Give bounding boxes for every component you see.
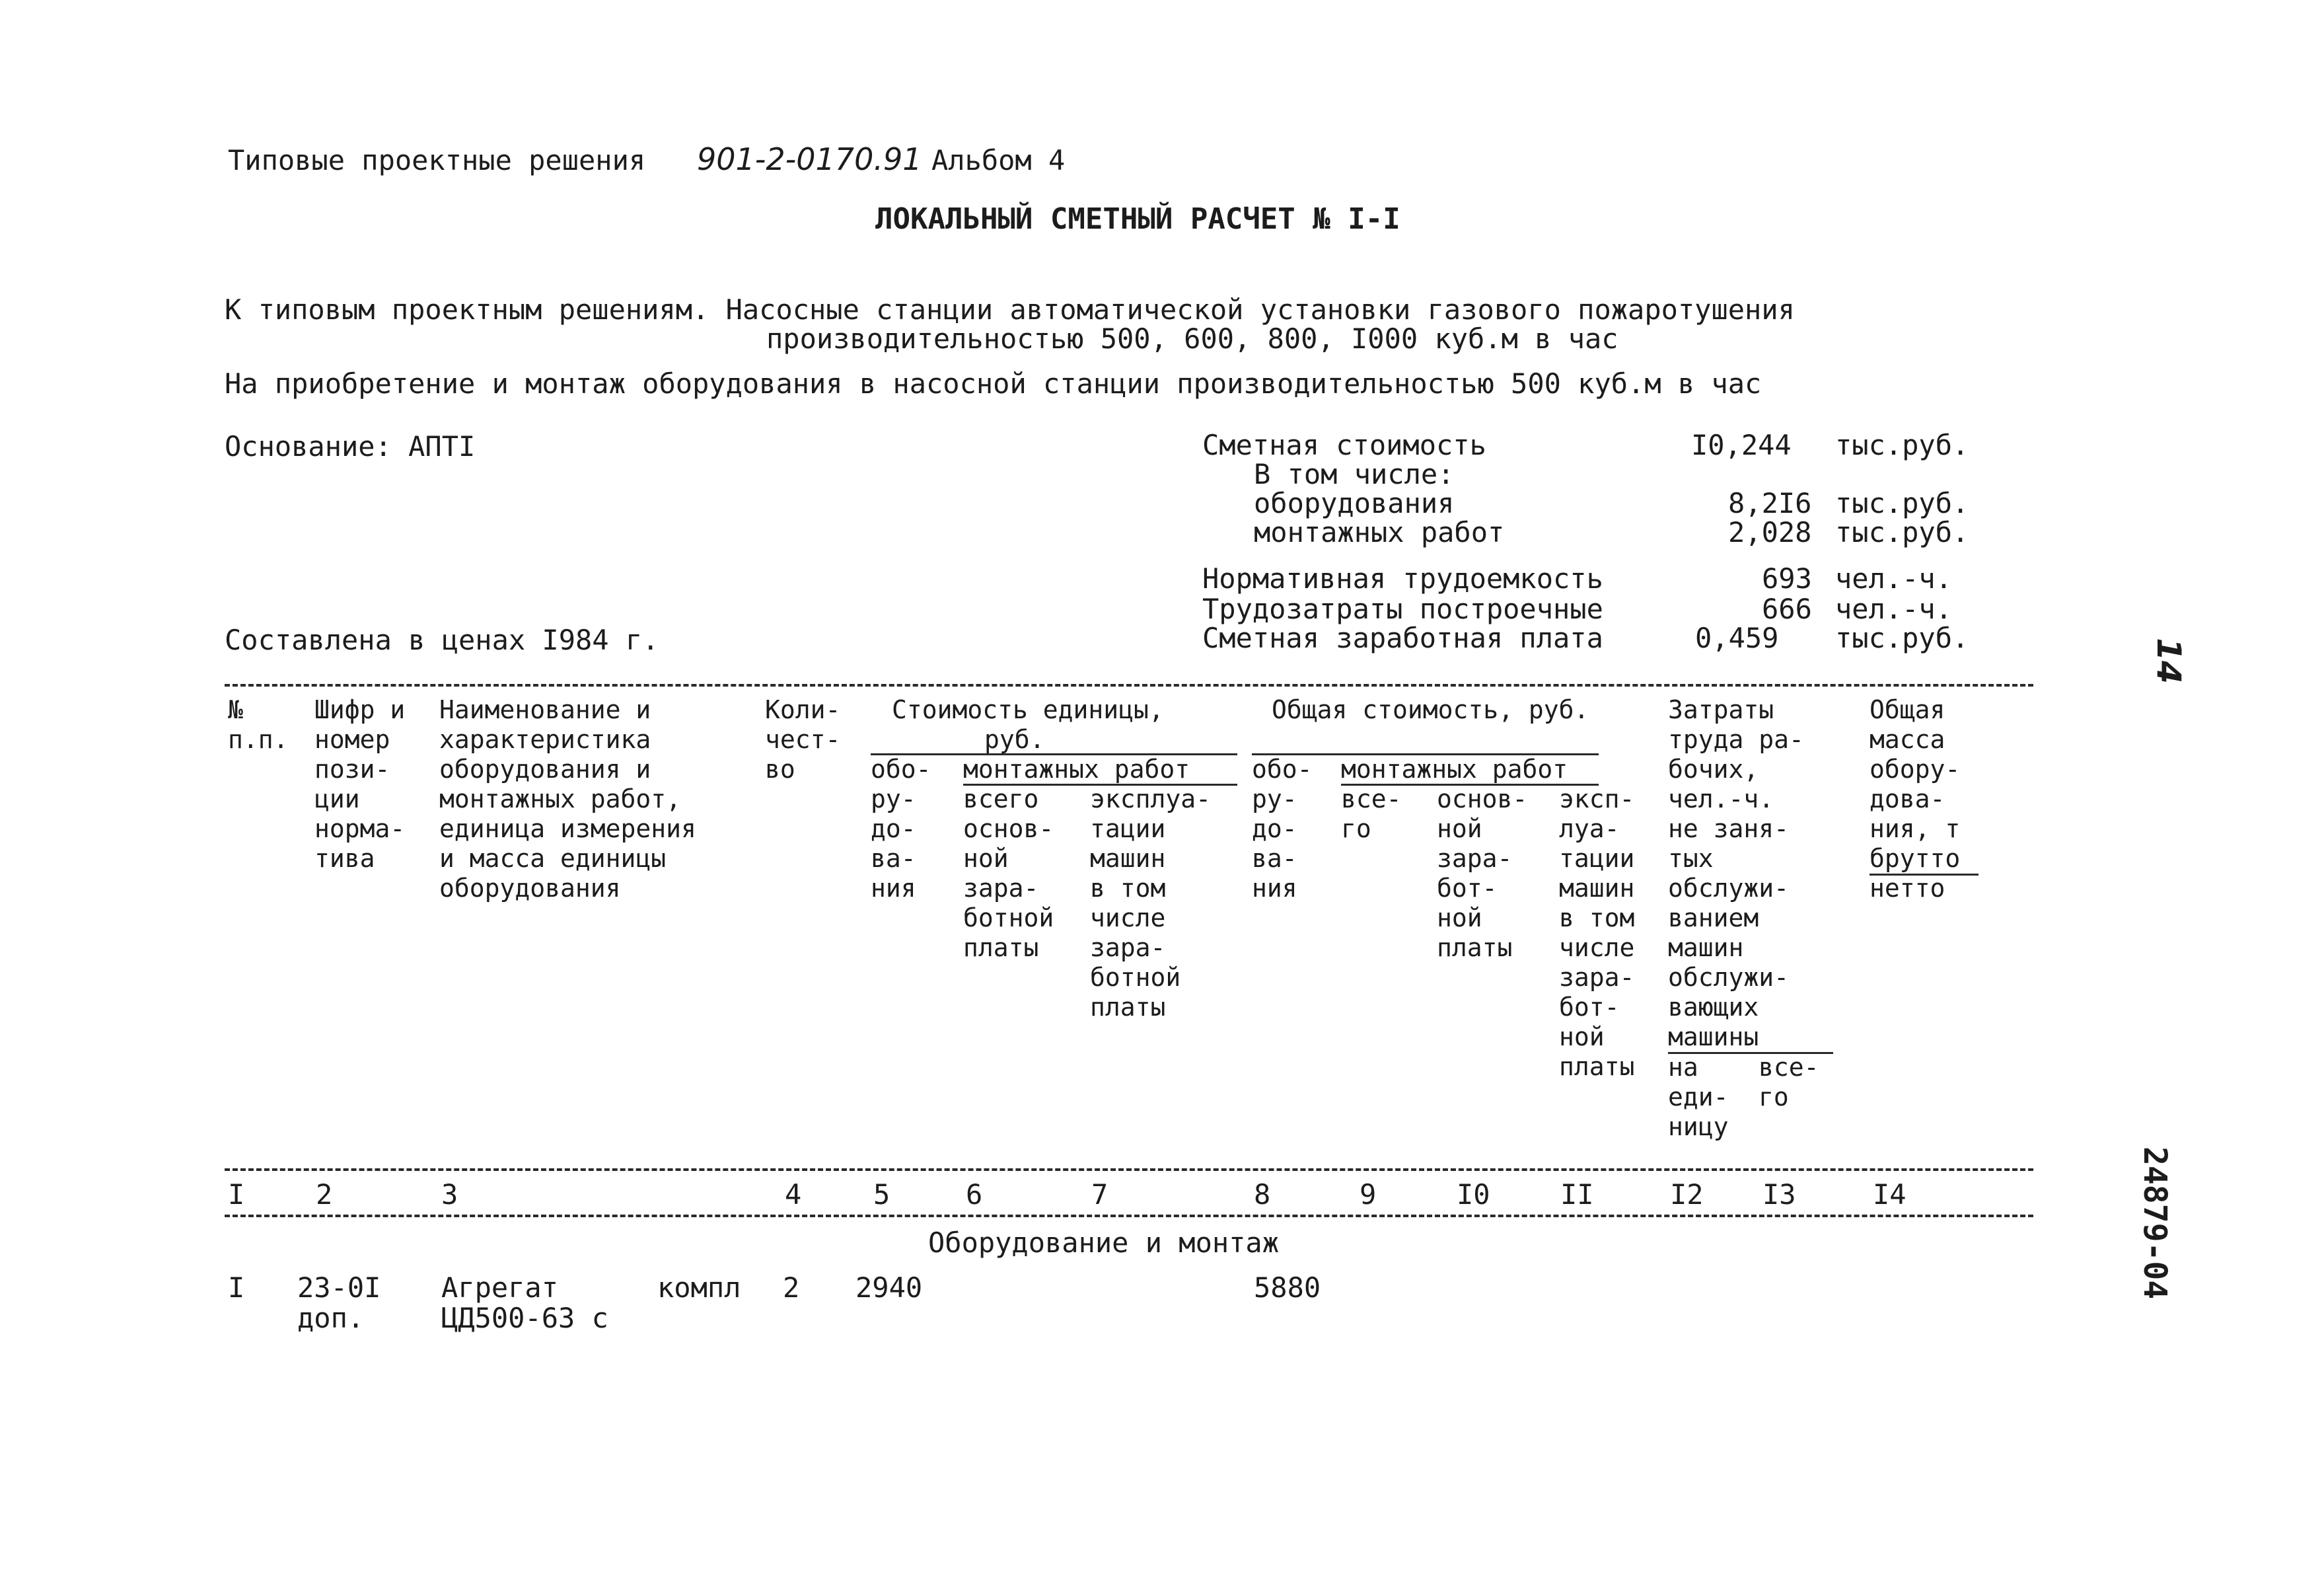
labor-norm-unit: чел.-ч. bbox=[1835, 562, 1953, 595]
series-label: Типовые проектные решения bbox=[228, 144, 646, 176]
wages-value: 0,459 bbox=[1695, 622, 1779, 654]
column-numbers-bottom-rule bbox=[225, 1215, 2033, 1217]
column-number-4: 4 bbox=[785, 1178, 802, 1211]
including-label: В том числе: bbox=[1254, 458, 1455, 490]
labor-site-unit: чел.-ч. bbox=[1835, 593, 1953, 625]
estimated-cost-unit: тыс.руб. bbox=[1835, 429, 1969, 461]
table-top-rule bbox=[225, 684, 2033, 687]
column-number-8: 8 bbox=[1254, 1178, 1271, 1211]
row-number: I bbox=[228, 1271, 245, 1304]
header-bottom-rule bbox=[225, 1168, 2033, 1171]
column-number-14: I4 bbox=[1873, 1178, 1906, 1211]
header-total-cost: Общая стоимость, руб. bbox=[1272, 695, 1589, 724]
row-total-equipment-cost: 5880 bbox=[1254, 1271, 1321, 1304]
header-col-9-all: все- го bbox=[1341, 784, 1402, 843]
column-number-5: 5 bbox=[873, 1178, 890, 1211]
header-col-6-total: всего основ- ной зара- ботной платы bbox=[963, 784, 1054, 962]
header-col-number: № п.п. bbox=[228, 695, 289, 754]
header-col-12-per-unit: на еди- ницу bbox=[1668, 1053, 1729, 1141]
wages-unit: тыс.руб. bbox=[1835, 622, 1969, 654]
header-unit-cost: Стоимость единицы, bbox=[892, 695, 1164, 724]
header-unit-cost-rub: руб. bbox=[984, 725, 1045, 754]
row-code: 23-0I доп. bbox=[297, 1271, 381, 1334]
column-number-7: 7 bbox=[1091, 1178, 1108, 1211]
labor-site-label: Трудозатраты построечные bbox=[1202, 593, 1603, 625]
archive-stamp: 24879-04 bbox=[2136, 1147, 2173, 1300]
row-name: Агрегат ЦД500-63 с bbox=[441, 1271, 608, 1334]
column-number-9: 9 bbox=[1360, 1178, 1377, 1211]
column-number-6: 6 bbox=[966, 1178, 983, 1211]
header-col-11-machines: эксп- луа- тации машин в том числе зара- бот- ной платы bbox=[1559, 784, 1635, 1081]
equipment-cost-value: 8,2I6 bbox=[1728, 487, 1812, 519]
header-col-14-mass: Общая масса обору- дова- ния, т брутто нетто bbox=[1870, 695, 1961, 903]
series-number: 901-2-0170.91 bbox=[697, 141, 922, 177]
equipment-cost-label: оборудования bbox=[1254, 487, 1455, 519]
header-col-10-wages: основ- ной зара- бот- ной платы bbox=[1437, 784, 1528, 962]
basis-line: Основание: АПТI bbox=[225, 430, 476, 463]
object-line-2: производительностью 500, 600, 800, I000 куб.м в час bbox=[766, 322, 1618, 355]
header-col-name: Наименование и характеристика оборудования и монтажных работ, единица измерения и масса единицы оборудования bbox=[439, 695, 696, 903]
estimated-cost-value: I0,244 bbox=[1691, 429, 1792, 461]
section-title: Оборудование и монтаж bbox=[928, 1226, 1280, 1259]
header-rule-mass bbox=[1870, 874, 1979, 876]
row-unit: компл bbox=[657, 1271, 741, 1304]
header-col-8-equipment: обо- ру- до- ва- ния bbox=[1252, 755, 1313, 903]
estimated-cost-label: Сметная стоимость bbox=[1202, 429, 1486, 461]
wages-label: Сметная заработная плата bbox=[1202, 622, 1603, 654]
header-col-5-equipment: обо- ру- до- ва- ния bbox=[871, 755, 931, 903]
labor-norm-label: Нормативная трудоемкость bbox=[1202, 562, 1603, 595]
column-number-13: I3 bbox=[1762, 1178, 1796, 1211]
page-number: 14 bbox=[2149, 638, 2188, 684]
labor-norm-value: 693 bbox=[1762, 562, 1812, 595]
header-col-13-all: все- го bbox=[1759, 1053, 1819, 1111]
purpose-line: На приобретение и монтаж оборудования в насосной станции производительностью 500 куб.м в час bbox=[225, 367, 1762, 400]
album-label: Альбом 4 bbox=[931, 144, 1066, 176]
installation-cost-value: 2,028 bbox=[1728, 516, 1812, 548]
column-number-3: 3 bbox=[441, 1178, 458, 1211]
column-number-11: II bbox=[1560, 1178, 1594, 1211]
column-number-1: I bbox=[228, 1178, 245, 1211]
header-col-qty: Коли- чест- во bbox=[765, 695, 841, 784]
header-total-install: монтажных работ bbox=[1341, 755, 1568, 784]
installation-cost-unit: тыс.руб. bbox=[1835, 516, 1969, 548]
header-unit-install: монтажных работ bbox=[963, 755, 1190, 784]
prices-year-line: Составлена в ценах I984 г. bbox=[225, 624, 659, 656]
installation-cost-label: монтажных работ bbox=[1254, 516, 1505, 548]
column-number-2: 2 bbox=[316, 1178, 333, 1211]
header-col-code: Шифр и номер пози- ции норма- тива bbox=[314, 695, 406, 873]
row-unit-equipment-cost: 2940 bbox=[855, 1271, 923, 1304]
labor-site-value: 666 bbox=[1762, 593, 1812, 625]
object-line-1: К типовым проектным решениям. Насосные станции автоматической установки газового пожаротушения bbox=[225, 293, 1795, 326]
row-qty: 2 bbox=[783, 1271, 800, 1304]
document-title: ЛОКАЛЬНЫЙ СМЕТНЫЙ РАСЧЕТ № I-I bbox=[875, 202, 1400, 236]
equipment-cost-unit: тыс.руб. bbox=[1835, 487, 1969, 519]
header-col-7-machines: эксплуа- тации машин в том числе зара- ботной платы bbox=[1090, 784, 1212, 1022]
column-number-10: I0 bbox=[1457, 1178, 1490, 1211]
column-number-12: I2 bbox=[1670, 1178, 1704, 1211]
header-labor: Затраты труда ра- бочих, чел.-ч. не заня- тых обслужи- ванием машин обслужи- вающих машины bbox=[1668, 695, 1804, 1051]
